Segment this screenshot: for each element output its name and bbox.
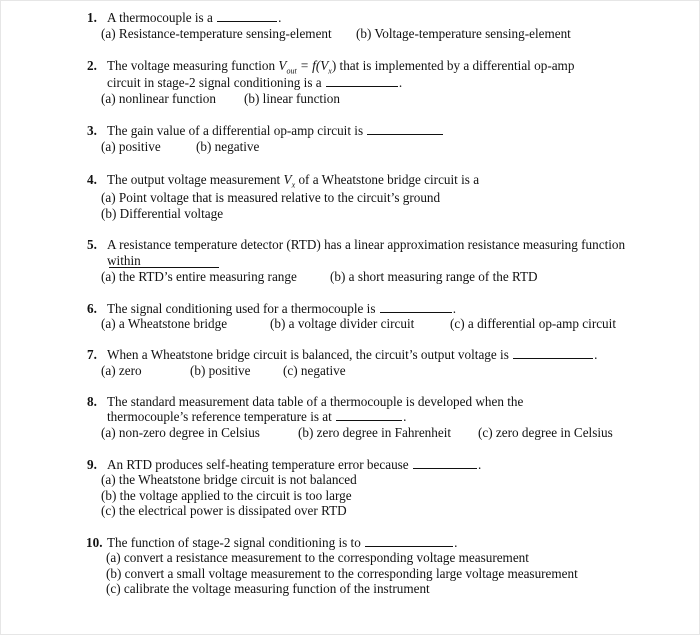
option-c: (c) calibrate the voltage measuring function of the instrument — [106, 581, 430, 596]
question-stem: A thermocouple is a . — [107, 10, 282, 25]
answer-blank — [513, 357, 593, 359]
option-c: (c) the electrical power is dissipated over RTD — [101, 503, 347, 518]
option-a: (a) a Wheatstone bridge — [101, 316, 228, 331]
answer-blank — [109, 266, 219, 268]
question-number: 5. — [87, 237, 97, 252]
question-stem: The output voltage measurement $V_x$ of a Wheatstone bridge circuit is a — [107, 172, 480, 190]
option-a: (a) Resistance-temperature sensing-element — [101, 26, 332, 41]
option-a: (a) the Wheatstone bridge circuit is not balanced — [101, 472, 357, 487]
question-stem: An RTD produces self-heating temperature error because . — [107, 457, 482, 472]
option-a: (a) nonlinear function — [101, 91, 216, 106]
question-number: 1. — [87, 10, 97, 25]
question-number: 8. — [87, 394, 97, 409]
option-b: (b) positive — [190, 363, 251, 378]
answer-blank — [380, 311, 452, 313]
question-number: 6. — [87, 301, 97, 316]
option-b: (b) the voltage applied to the circuit is too large — [101, 488, 352, 503]
question-number: 2. — [87, 58, 97, 73]
option-b: (b) Differential voltage — [101, 206, 224, 221]
question-stem-line-2: within — [107, 253, 141, 268]
option-a: (a) convert a resistance measurement to the corresponding voltage measurement — [106, 550, 529, 565]
option-a: (a) zero — [101, 363, 142, 378]
question-number: 9. — [87, 457, 97, 472]
question-stem-line-2: circuit in stage-2 signal conditioning is a . — [107, 75, 403, 90]
answer-blank — [336, 419, 402, 421]
option-b: (b) negative — [196, 139, 260, 154]
option-b: (b) a short measuring range of the RTD — [330, 269, 538, 284]
option-b: (b) linear function — [244, 91, 340, 106]
option-b: (b) zero degree in Fahrenheit — [298, 425, 452, 440]
answer-blank — [367, 133, 443, 135]
option-b: (b) convert a small voltage measurement to the corresponding large voltage measurement — [106, 566, 578, 581]
answer-blank — [365, 545, 453, 547]
question-number: 3. — [87, 123, 97, 138]
option-b: (b) a voltage divider circuit — [270, 316, 415, 331]
question-number: 4. — [87, 172, 97, 187]
question-stem: The voltage measuring function $V_{out} = f(V_x)$ that is implemented by a differential op-amp — [107, 58, 575, 76]
option-a: (a) the RTD’s entire measuring range — [101, 269, 297, 284]
question-stem: The standard measurement data table of a thermocouple is developed when the — [107, 394, 524, 409]
option-c: (c) a differential op-amp circuit — [450, 316, 616, 331]
option-c: (c) negative — [283, 363, 346, 378]
answer-blank — [413, 467, 477, 469]
question-number: 7. — [87, 347, 97, 362]
question-number: 10. — [86, 535, 103, 550]
question-stem: The function of stage-2 signal conditioning is to . — [107, 535, 458, 550]
question-stem: The signal conditioning used for a thermocouple is . — [107, 301, 457, 316]
answer-blank — [326, 85, 398, 87]
answer-blank — [217, 20, 277, 22]
option-a: (a) Point voltage that is measured relative to the circuit’s ground — [101, 190, 441, 205]
question-stem: A resistance temperature detector (RTD) has a linear approximation resistance measuring function — [107, 237, 626, 252]
option-a: (a) non-zero degree in Celsius — [101, 425, 260, 440]
option-a: (a) positive — [101, 139, 161, 154]
question-stem-line-2: thermocouple’s reference temperature is at . — [107, 409, 407, 424]
question-stem: The gain value of a differential op-amp circuit is — [107, 123, 444, 139]
question-stem: When a Wheatstone bridge circuit is balanced, the circuit’s output voltage is . — [107, 347, 598, 362]
option-c: (c) zero degree in Celsius — [478, 425, 613, 440]
option-b: (b) Voltage-temperature sensing-element — [356, 26, 571, 41]
